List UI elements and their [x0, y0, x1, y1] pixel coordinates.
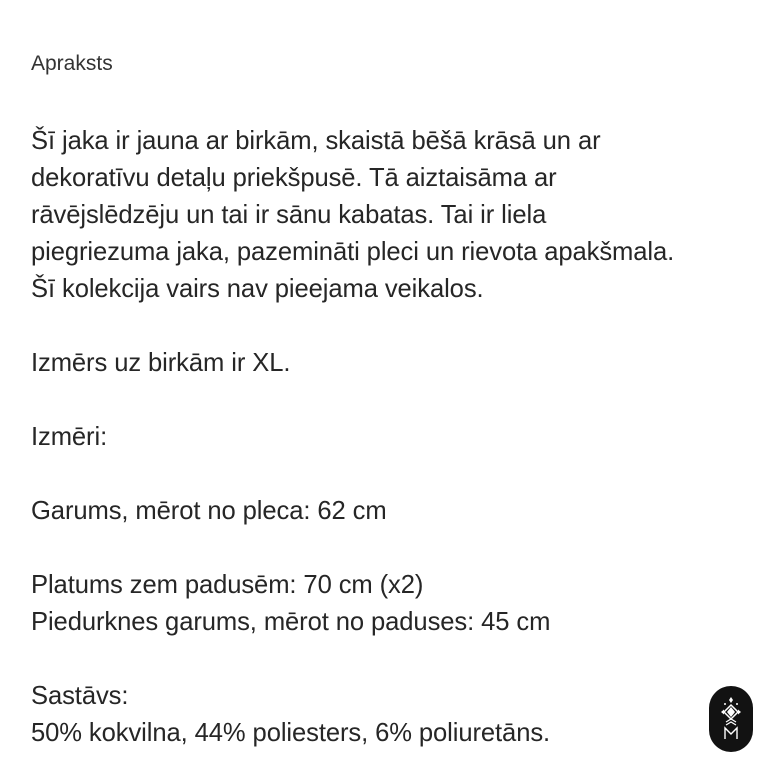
- sleeve-line: Piedurknes garums, mērot no paduses: 45 cm: [31, 608, 551, 636]
- blank-line: [31, 641, 751, 678]
- composition-line: 50% kokvilna, 44% poliesters, 6% poliuretāns.: [31, 719, 551, 747]
- description-line: Šī jaka ir jauna ar birkām, skaistā bēšā krāsā un ar: [31, 127, 601, 155]
- product-description: [31, 123, 751, 752]
- description-line: rāvējslēdzēju un tai ir sānu kabatas. Tai ir liela: [31, 201, 547, 229]
- blank-line: [31, 308, 751, 345]
- description-line: piegriezuma jaka, pazemināti pleci un rievota apakšmala.: [31, 238, 675, 266]
- composition-heading: Sastāvs:: [31, 682, 129, 710]
- width-line: Platums zem padusēm: 70 cm (x2): [31, 571, 424, 599]
- brand-logo-icon: [716, 695, 746, 743]
- blank-line: [31, 382, 751, 419]
- measurements-heading: Izmēri:: [31, 423, 108, 451]
- description-line: dekoratīvu detaļu priekšpusē. Tā aiztaisāma ar: [31, 164, 557, 192]
- brand-badge-button[interactable]: [709, 686, 753, 752]
- blank-line: [31, 530, 751, 567]
- size-line: Izmērs uz birkām ir XL.: [31, 349, 291, 377]
- description-line: Šī kolekcija vairs nav pieejama veikalos.: [31, 275, 484, 303]
- length-line: Garums, mērot no pleca: 62 cm: [31, 497, 387, 525]
- section-title: Apraksts: [31, 52, 113, 75]
- blank-line: [31, 456, 751, 493]
